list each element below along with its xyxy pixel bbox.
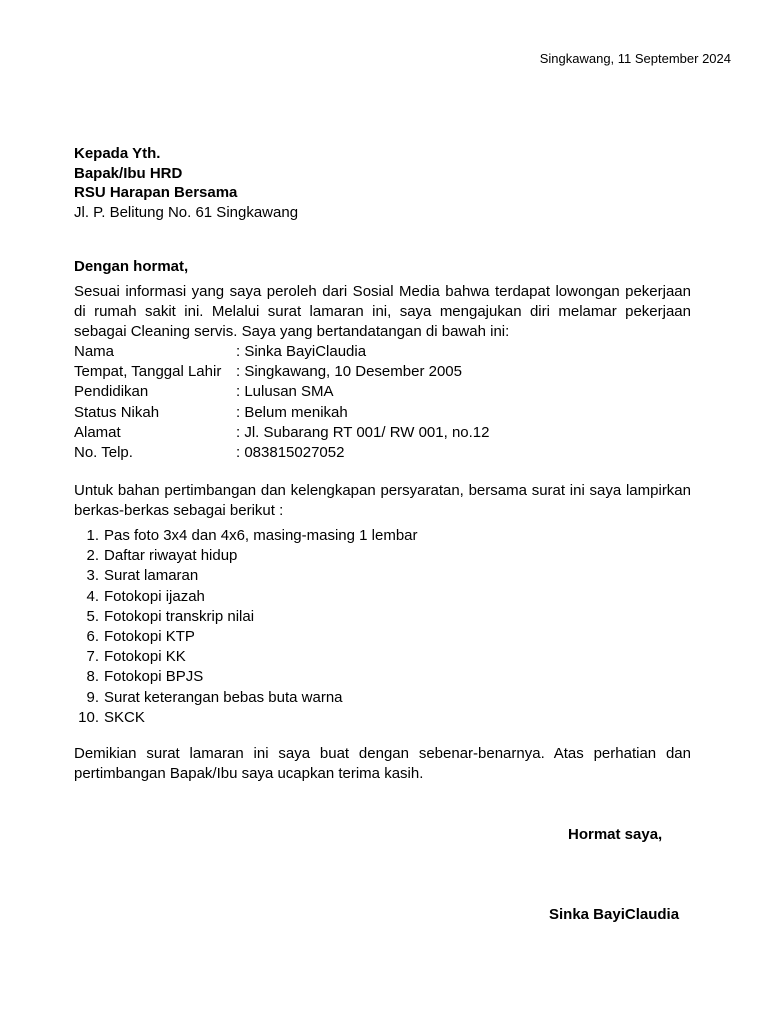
place-date: Singkawang, 11 September 2024 bbox=[539, 51, 731, 66]
list-item-text: Pas foto 3x4 dan 4x6, masing-masing 1 lembar bbox=[104, 527, 418, 544]
applicant-row bbox=[74, 423, 490, 443]
list-item bbox=[74, 587, 418, 607]
applicant-row bbox=[74, 403, 490, 423]
applicant-row bbox=[74, 382, 490, 402]
list-item bbox=[74, 546, 418, 566]
applicant-row bbox=[74, 443, 490, 463]
list-item bbox=[74, 607, 418, 627]
list-item-text: Fotokopi KTP bbox=[104, 628, 195, 646]
closing-salutation: Hormat saya, bbox=[568, 826, 663, 843]
attachments-intro-paragraph: Untuk bahan pertimbangan dan kelengkapan persyaratan, bersama surat ini saya lampirkan berkas-berkas sebagai berikut : bbox=[74, 482, 691, 520]
applicant-label: Tempat, Tanggal Lahir bbox=[74, 363, 222, 381]
applicant-value: : Singkawang, 10 Desember 2005 bbox=[236, 363, 462, 381]
list-item-text: Surat keterangan bebas buta warna bbox=[104, 688, 343, 706]
closing-paragraph: Demikian surat lamaran ini saya buat dengan sebenar-benarnya. Atas perhatian dan pertimbangan Bapak/Ibu saya ucapkan terima kasih. bbox=[74, 745, 691, 783]
list-item-number: 5. bbox=[86, 607, 99, 625]
list-item-number: 6. bbox=[86, 628, 99, 646]
list-item bbox=[74, 667, 418, 687]
list-item-number: 3. bbox=[86, 567, 99, 585]
list-item-number: 9. bbox=[86, 688, 99, 706]
recipient-line-company: RSU Harapan Bersama bbox=[74, 184, 238, 201]
applicant-row bbox=[74, 342, 490, 362]
applicant-label: Nama bbox=[74, 343, 115, 360]
list-item bbox=[74, 647, 418, 667]
recipient-line-position: Bapak/Ibu HRD bbox=[74, 164, 183, 182]
list-item-text: Fotokopi transkrip nilai bbox=[104, 607, 255, 625]
list-item bbox=[74, 708, 418, 728]
applicant-value: : 083815027052 bbox=[236, 444, 345, 462]
signer-name: Sinka BayiClaudia bbox=[549, 906, 680, 923]
list-item-text: SKCK bbox=[104, 708, 145, 726]
list-item-number: 2. bbox=[86, 547, 99, 565]
applicant-info bbox=[74, 342, 490, 463]
list-item bbox=[74, 688, 418, 708]
applicant-label: No. Telp. bbox=[74, 444, 133, 462]
applicant-value: : Sinka BayiClaudia bbox=[236, 343, 367, 360]
applicant-row bbox=[74, 362, 490, 382]
list-item-text: Surat lamaran bbox=[104, 567, 199, 585]
list-item bbox=[74, 566, 418, 586]
recipient-block bbox=[74, 144, 298, 222]
list-item-number: 1. bbox=[86, 527, 99, 544]
applicant-label: Status Nikah bbox=[74, 403, 160, 421]
attachments-list bbox=[74, 526, 418, 728]
applicant-value: : Lulusan SMA bbox=[236, 383, 334, 401]
list-item-text: Fotokopi ijazah bbox=[104, 587, 205, 605]
list-item-text: Fotokopi BPJS bbox=[104, 668, 204, 686]
list-item-number: 7. bbox=[86, 648, 99, 666]
recipient-address: Jl. P. Belitung No. 61 Singkawang bbox=[74, 203, 299, 221]
list-item-text: Daftar riwayat hidup bbox=[104, 547, 238, 565]
list-item-number: 8. bbox=[86, 668, 99, 686]
applicant-label: Pendidikan bbox=[74, 383, 149, 401]
list-item-number: 4. bbox=[86, 587, 99, 605]
salutation: Dengan hormat, bbox=[74, 258, 189, 275]
applicant-value: : Jl. Subarang RT 001/ RW 001, no.12 bbox=[236, 423, 490, 441]
applicant-value: : Belum menikah bbox=[236, 403, 348, 421]
list-item bbox=[74, 526, 418, 546]
recipient-line-greeting: Kepada Yth. bbox=[74, 145, 161, 162]
list-item-text: Fotokopi KK bbox=[104, 648, 186, 666]
applicant-label: Alamat bbox=[74, 423, 121, 441]
list-item bbox=[74, 627, 418, 647]
intro-paragraph: Sesuai informasi yang saya peroleh dari Sosial Media bahwa terdapat lowongan pekerjaan di rumah sakit ini. Melalui surat lamaran ini, saya mengajukan diri melamar pekerjaan sebagai Cleaning servis. Saya yang bertandatangan di bawah ini: bbox=[74, 283, 691, 341]
list-item-number: 10. bbox=[78, 708, 99, 726]
